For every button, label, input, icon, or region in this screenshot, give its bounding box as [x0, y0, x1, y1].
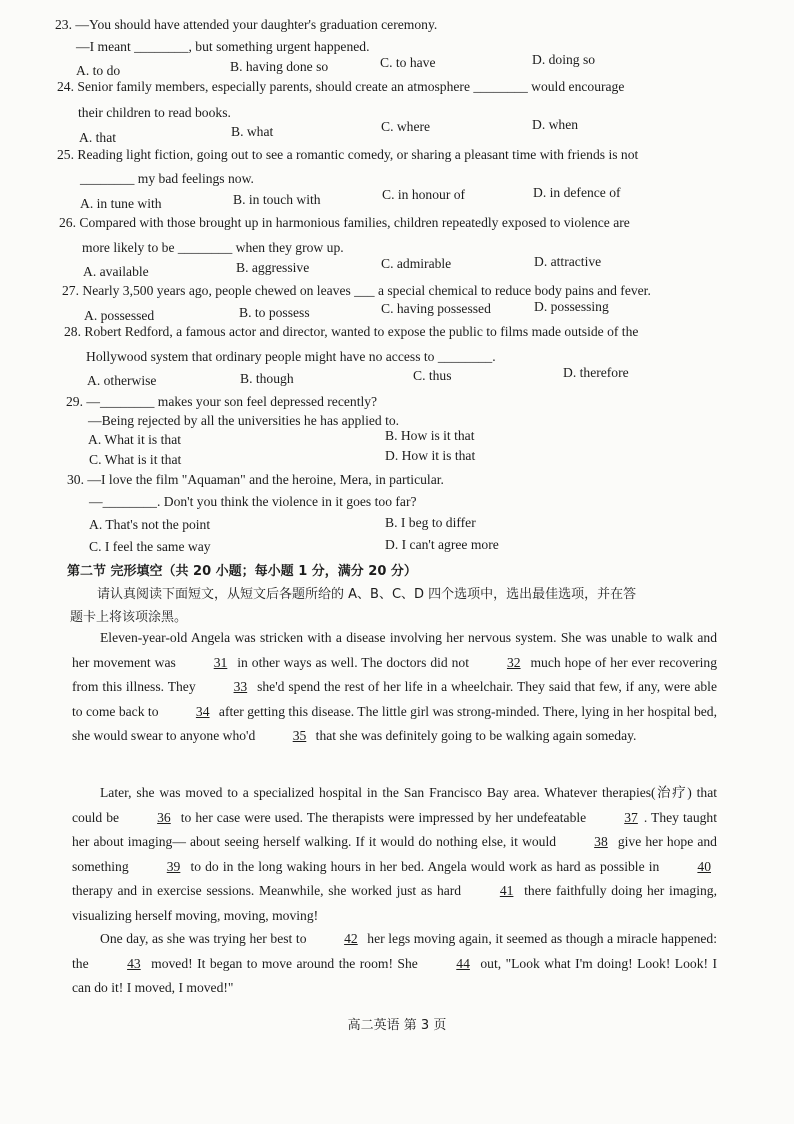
- question-24-line-2: their children to read books.: [78, 105, 231, 120]
- option-26-d: D. attractive: [534, 254, 602, 269]
- section-instruction-line-1: 请认真阅读下面短文，从短文后各题所给的 A、B、C、D 四个选项中，选出最佳选项，并在答: [97, 587, 637, 602]
- question-23-line-2: —I meant ________, but something urgent happened.: [76, 39, 370, 54]
- question-number: 23.: [55, 17, 72, 32]
- question-text: —You should have attended your daughter's graduation ceremony.: [75, 17, 438, 32]
- blank-44[interactable]: 44: [456, 955, 470, 971]
- question-25-line-2: ________ my bad feelings now.: [80, 171, 254, 186]
- cloze-paragraph-2: Later, she was moved to a specialized hospital in the San Francisco Bay area. Whatever therapies(治疗) that could be 36 to her case were used. The therapists were impressed by her undefeatable 37 . They taught her about imaging— about seeing herself walking. If it would do nothing else, it would 38 give her hope and something 39 to do in the long waking hours in her bed. Angela would work as hard as possible in 40 therapy and in exercise sessions. Meanwhile, she worked just as hard 41 there faithfully doing her imaging, visualizing herself moving, moving, moving!: [72, 785, 717, 923]
- option-29-c: C. What is it that: [89, 452, 182, 467]
- question-number: 27.: [62, 283, 79, 298]
- blank-43[interactable]: 43: [127, 955, 141, 971]
- question-28-line-2: Hollywood system that ordinary people might have no access to ________.: [86, 349, 496, 364]
- question-text: —________ makes your son feel depressed recently?: [86, 394, 378, 409]
- blank-32[interactable]: 32: [506, 654, 521, 670]
- question-number: 29.: [66, 394, 83, 409]
- blank-31[interactable]: 31: [213, 654, 228, 670]
- option-29-a: A. What it is that: [88, 432, 182, 447]
- option-24-c: C. where: [381, 119, 431, 134]
- question-25-line-1: [57, 146, 638, 164]
- question-text: Compared with those brought up in harmonious families, children repeatedly exposed to violence are: [79, 215, 630, 230]
- page-footer: 高二英语 第 3 页: [347, 1018, 447, 1033]
- option-25-d: D. in defence of: [533, 185, 621, 200]
- question-30-line-2: —________. Don't you think the violence in it goes too far?: [89, 494, 417, 509]
- question-number: 24.: [57, 79, 74, 94]
- cloze-paragraph-1: Eleven-year-old Angela was stricken with a disease involving her nervous system. She was unable to walk and her movement was 31 in other ways as well. The doctors did not 32 much hope of her ever recovering from this illness. They 33 she'd spend the rest of her life in a wheelchair. They said that few, if any, were able to come back to 34 after getting this disease. The little girl was strong-minded. There, lying in her hospital bed, she would swear to anyone who'd 35 that she was definitely going to be walking again someday.: [72, 626, 717, 749]
- question-number: 28.: [64, 324, 81, 339]
- option-26-c: C. admirable: [381, 256, 452, 271]
- question-text: Robert Redford, a famous actor and director, wanted to expose the public to films made outside of the: [84, 324, 639, 339]
- question-text: Nearly 3,500 years ago, people chewed on leaves ___ a special chemical to reduce body pains and fever.: [82, 283, 651, 298]
- question-24-line-1: [57, 78, 624, 96]
- option-24-a: A. that: [79, 130, 116, 145]
- option-23-c: C. to have: [380, 55, 436, 70]
- option-30-a: A. That's not the point: [89, 517, 211, 532]
- question-26-line-2: more likely to be ________ when they grow up.: [82, 240, 344, 255]
- question-number: 26.: [59, 215, 76, 230]
- option-28-d: D. therefore: [563, 365, 629, 380]
- option-27-a: A. possessed: [84, 308, 155, 323]
- section-instruction-line-2: 题卡上将该项涂黑。: [70, 610, 188, 625]
- option-28-a: A. otherwise: [87, 373, 157, 388]
- option-27-c: C. having possessed: [381, 301, 491, 316]
- cloze-paragraph-3: One day, as she was trying her best to 42 her legs moving again, it seemed as though a miracle happened: the 43 moved! It began to move around the room! She 44 out, "Look what I'm doing! Look! Look! I can do it! I moved, I moved!": [72, 927, 717, 1001]
- question-23-line-1: [55, 16, 437, 34]
- option-26-b: B. aggressive: [236, 260, 310, 275]
- option-30-b: B. I beg to differ: [385, 515, 476, 530]
- blank-37[interactable]: 37: [624, 809, 638, 825]
- question-28-line-1: [64, 323, 638, 341]
- option-29-b: B. How is it that: [385, 428, 475, 443]
- blank-40[interactable]: 40: [697, 858, 711, 874]
- option-28-c: C. thus: [413, 368, 452, 383]
- option-25-c: C. in honour of: [382, 187, 466, 202]
- question-29-line-2: —Being rejected by all the universities he has applied to.: [88, 413, 400, 428]
- blank-34[interactable]: 34: [195, 703, 210, 719]
- blank-39[interactable]: 39: [166, 858, 181, 874]
- option-25-a: A. in tune with: [80, 196, 162, 211]
- option-23-d: D. doing so: [532, 52, 596, 67]
- option-25-b: B. in touch with: [233, 192, 321, 207]
- option-28-b: B. though: [240, 371, 294, 386]
- option-30-c: C. I feel the same way: [89, 539, 211, 554]
- question-text: —I love the film "Aquaman" and the heroine, Mera, in particular.: [87, 472, 444, 487]
- blank-36[interactable]: 36: [157, 809, 171, 825]
- blank-41[interactable]: 41: [499, 883, 514, 899]
- option-29-d: D. How it is that: [385, 448, 476, 463]
- option-23-b: B. having done so: [230, 59, 329, 74]
- question-text: Reading light fiction, going out to see a romantic comedy, or sharing a pleasant time with friends is not: [77, 147, 639, 162]
- option-27-b: B. to possess: [239, 305, 310, 320]
- option-24-b: B. what: [231, 124, 274, 139]
- question-26-line-1: [59, 214, 630, 232]
- question-29-line-1: [66, 393, 377, 411]
- option-24-d: D. when: [532, 117, 579, 132]
- option-26-a: A. available: [83, 264, 149, 279]
- option-23-a: A. to do: [76, 63, 121, 78]
- blank-38[interactable]: 38: [594, 834, 608, 850]
- question-text: Senior family members, especially parents, should create an atmosphere ________ would encourage: [77, 79, 625, 94]
- blank-33[interactable]: 33: [233, 679, 248, 695]
- blank-35[interactable]: 35: [292, 728, 307, 744]
- question-number: 25.: [57, 147, 74, 162]
- option-27-d: D. possessing: [534, 299, 609, 314]
- option-30-d: D. I can't agree more: [385, 537, 499, 552]
- question-30-line-1: [67, 471, 444, 489]
- question-number: 30.: [67, 472, 84, 487]
- blank-42[interactable]: 42: [344, 931, 358, 946]
- section-title: 第二节 完形填空（共 20 小题；每小题 1 分，满分 20 分）: [67, 564, 417, 579]
